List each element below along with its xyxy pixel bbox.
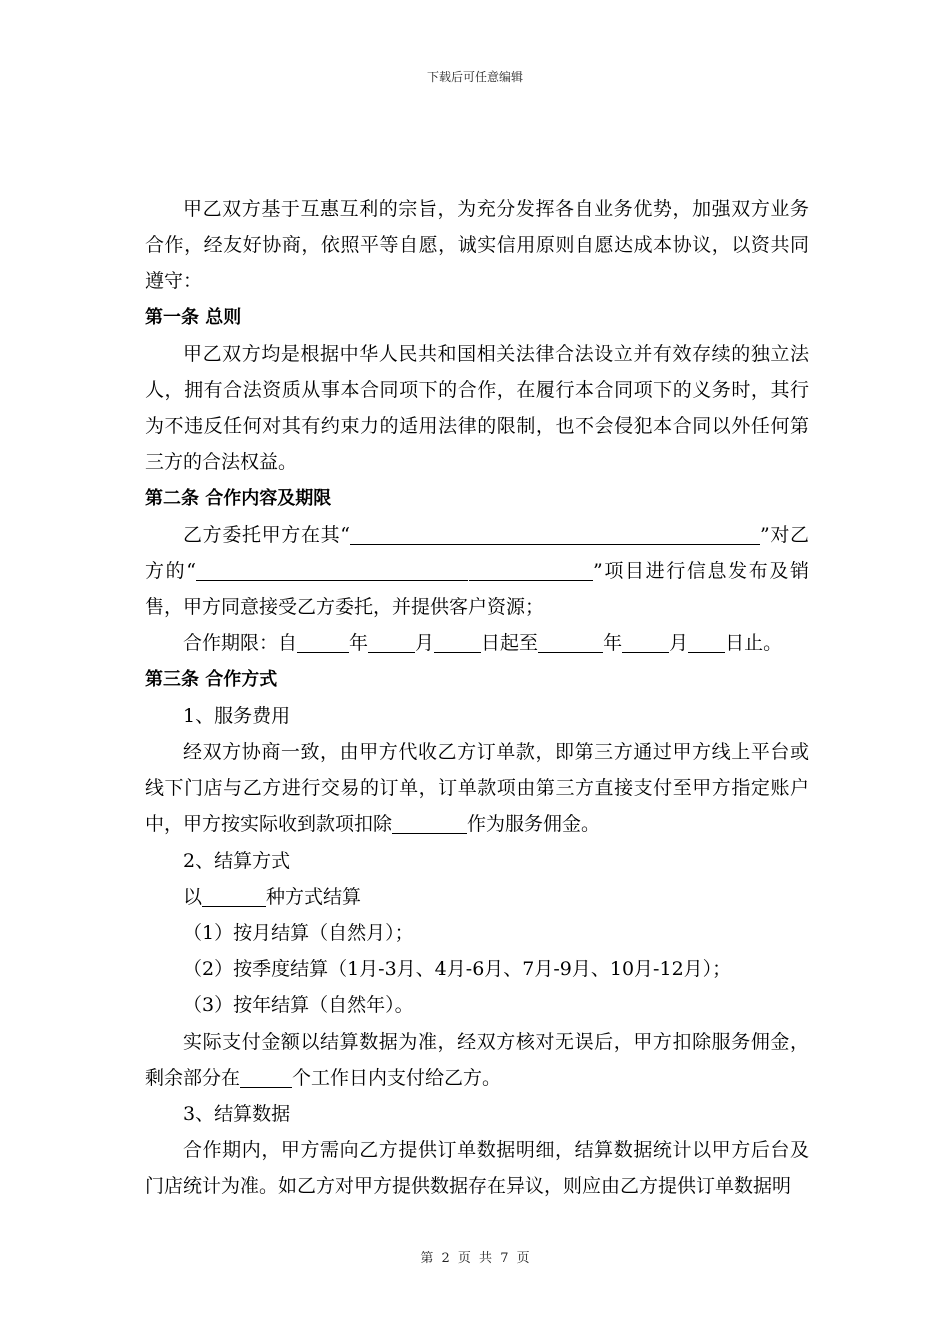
start-day-blank[interactable] [434, 631, 481, 653]
end-day-blank[interactable] [688, 631, 725, 653]
text-segment: 种方式结算 [266, 885, 362, 908]
text-segment: 乙方委托甲方在其“ [183, 523, 350, 546]
month-label: 月 [669, 632, 689, 655]
cooperation-period [145, 625, 809, 661]
article-3-heading: 第三条 合作方式 [145, 668, 278, 690]
start-month-blank[interactable] [368, 631, 415, 653]
day-from-label: 日起至 [481, 632, 539, 655]
article-2-heading: 第二条 合作内容及期限 [145, 487, 332, 509]
text-segment: ”对乙方的“ [145, 523, 809, 583]
settlement-data-paragraph: 合作期内，甲方需向乙方提供订单数据明细，结算数据统计以甲方后台及门店统计为准。如乙方对甲方提供数据存在异议，则应由乙方提供订单数据明 [145, 1139, 809, 1198]
year-label: 年 [603, 632, 623, 655]
project-name-blank[interactable] [196, 559, 468, 581]
service-fee-paragraph [145, 734, 809, 843]
commission-blank[interactable] [392, 812, 467, 834]
end-year-blank[interactable] [538, 631, 603, 653]
article-2-paragraph [145, 517, 809, 626]
article-1-paragraph: 甲乙双方均是根据中华人民共和国相关法律合法设立并有效存续的独立法人，拥有合法资质从事本合同项下的合作，在履行本合同项下的义务时，其行为不违反任何对其有约束力的适用法律的限制，也不会侵犯本合同以外任何第三方的合法权益。 [145, 342, 809, 474]
text-segment: 个工作日内支付给乙方。 [292, 1066, 502, 1089]
document-body [145, 191, 809, 1205]
text-segment: 实际支付金额以结算数据为准，经双方核对无误后，甲方扣除服务佣金，剩余部分在 [145, 1030, 809, 1089]
settlement-data-subheading: 3、结算数据 [183, 1103, 291, 1126]
page-header: 下载后可任意编辑 [426, 70, 523, 84]
year-label: 年 [349, 632, 369, 655]
settlement-option-yearly: （3）按年结算（自然年）。 [183, 994, 414, 1017]
settlement-subheading: 2、结算方式 [183, 849, 291, 872]
start-year-blank[interactable] [297, 631, 349, 653]
payment-paragraph [145, 1024, 809, 1096]
settlement-option-quarterly: （2）按季度结算（1月-3月、4月-6月、7月-9月、10月-12月）； [183, 958, 732, 981]
working-days-blank[interactable] [240, 1066, 292, 1088]
page-number: 第 2 页 共 7 页 [420, 1251, 530, 1266]
end-month-blank[interactable] [622, 631, 669, 653]
settlement-option-monthly: （1）按月结算（自然月）； [183, 922, 414, 945]
text-segment: ”项目进行信息发布及销售，甲方同意接受乙方委托，并提供客户资源； [145, 560, 810, 619]
text-segment: 经双方协商一致，由甲方代收乙方订单款，即第三方通过甲方线上平台或线下门店与乙方进行交易的订单，订单款项由第三方直接支付至甲方指定账户中，甲方按实际收到款项扣除 [145, 741, 809, 836]
settlement-method-blank[interactable] [202, 885, 266, 907]
platform-name-blank[interactable] [350, 523, 760, 545]
service-fee-subheading: 1、服务费用 [183, 704, 291, 727]
month-label: 月 [415, 632, 435, 655]
text-segment: 作为服务佣金。 [467, 813, 601, 836]
article-1-heading: 第一条 总则 [145, 306, 242, 328]
text-segment: 以 [183, 885, 203, 908]
period-label: 合作期限：自 [183, 632, 298, 655]
project-name-blank-extension[interactable] [469, 559, 593, 581]
settlement-method-line [145, 879, 809, 915]
intro-paragraph: 甲乙双方基于互惠互利的宗旨，为充分发挥各自业务优势，加强双方业务合作，经友好协商，依照平等自愿，诚实信用原则自愿达成本协议，以资共同遵守： [145, 198, 809, 293]
day-end-label: 日止。 [725, 632, 783, 655]
